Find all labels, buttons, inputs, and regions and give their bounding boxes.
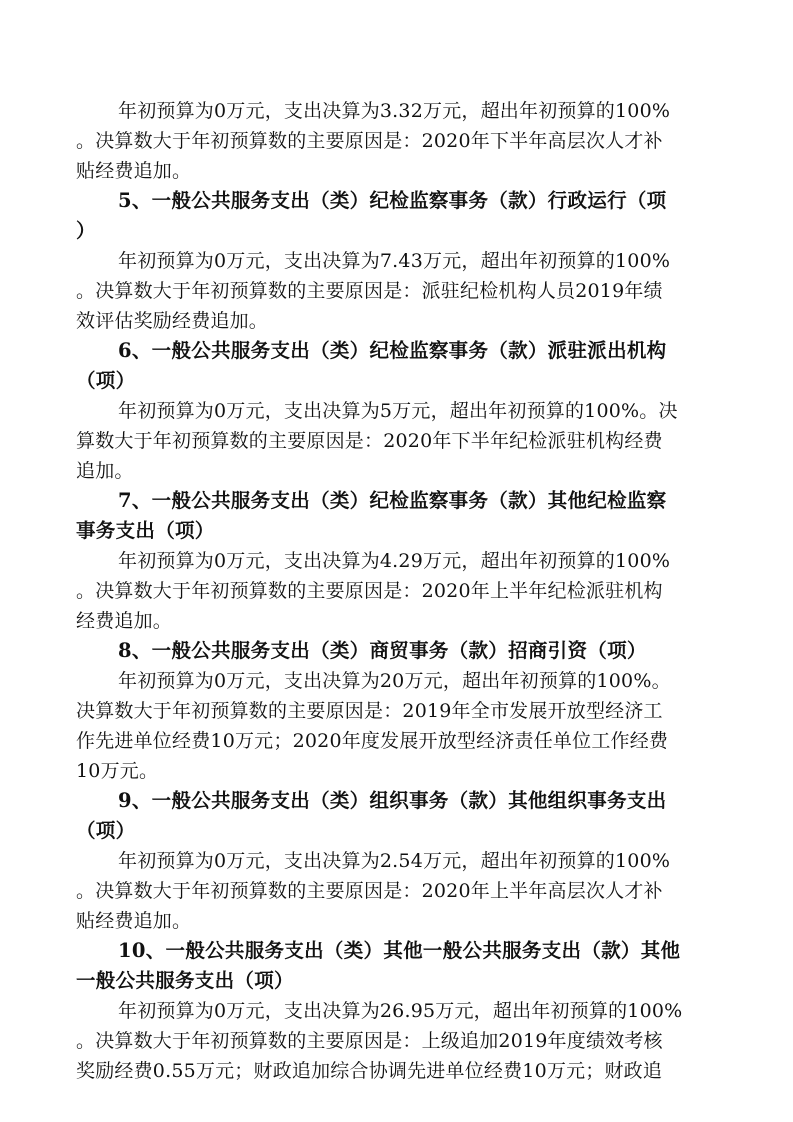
heading-line: 一般公共服务支出（项） [76, 969, 294, 992]
heading-line: （项） [76, 369, 136, 392]
paragraph-line: 作先进单位经费10万元；2020年度发展开放型经济责任单位工作经费 [76, 730, 669, 752]
paragraph-line: 经费追加。 [76, 610, 173, 632]
document-body [76, 96, 712, 1086]
section-heading [76, 336, 712, 396]
paragraph-line: 年初预算为0万元，支出决算为4.29万元，超出年初预算的100% [118, 550, 671, 572]
paragraph [76, 846, 712, 936]
paragraph-line: 年初预算为0万元，支出决算为7.43万元，超出年初预算的100% [118, 250, 671, 272]
paragraph [76, 666, 712, 786]
paragraph-line: 。决算数大于年初预算数的主要原因是：2020年上半年高层次人才补 [76, 880, 663, 902]
paragraph-line: 奖励经费0.55万元；财政追加综合协调先进单位经费10万元；财政追 [76, 1060, 663, 1082]
section-heading [76, 186, 712, 246]
heading-line: 事务支出（项） [76, 519, 215, 542]
paragraph-line: 追加。 [76, 460, 134, 482]
heading-line: 6、一般公共服务支出（类）纪检监察事务（款）派驻派出机构 [118, 339, 667, 362]
paragraph-line: 。决算数大于年初预算数的主要原因是：2020年下半年高层次人才补 [76, 130, 663, 152]
heading-line: （项） [76, 819, 136, 842]
heading-line: 9、一般公共服务支出（类）组织事务（款）其他组织事务支出 [118, 789, 667, 812]
section-heading [76, 786, 712, 846]
paragraph-line: 。决算数大于年初预算数的主要原因是：2020年上半年纪检派驻机构 [76, 580, 663, 602]
paragraph-line: 年初预算为0万元，支出决算为2.54万元，超出年初预算的100% [118, 850, 671, 872]
paragraph-line: 年初预算为0万元，支出决算为5万元，超出年初预算的100%。决 [118, 400, 678, 422]
heading-line: 8、一般公共服务支出（类）商贸事务（款）招商引资（项） [118, 639, 647, 662]
paragraph [76, 996, 712, 1086]
paragraph-line: 。决算数大于年初预算数的主要原因是：上级追加2019年度绩效考核 [76, 1030, 663, 1052]
paragraph-line: 年初预算为0万元，支出决算为3.32万元，超出年初预算的100% [118, 100, 671, 122]
section-heading [76, 936, 712, 996]
heading-line: 10、一般公共服务支出（类）其他一般公共服务支出（款）其他 [118, 939, 681, 962]
section-heading [76, 486, 712, 546]
paragraph-line: 贴经费追加。 [76, 910, 192, 932]
paragraph-line: 算数大于年初预算数的主要原因是：2020年下半年纪检派驻机构经费 [76, 430, 663, 452]
paragraph [76, 246, 712, 336]
heading-line: 5、一般公共服务支出（类）纪检监察事务（款）行政运行（项 [118, 189, 667, 212]
heading-line: 7、一般公共服务支出（类）纪检监察事务（款）其他纪检监察 [118, 489, 667, 512]
paragraph-line: 决算数大于年初预算数的主要原因是：2019年全市发展开放型经济工 [76, 700, 663, 722]
paragraph-line: 贴经费追加。 [76, 160, 192, 182]
section-heading [76, 636, 712, 666]
paragraph [76, 96, 712, 186]
heading-line: ） [76, 219, 96, 242]
paragraph-line: 年初预算为0万元，支出决算为26.95万元，超出年初预算的100% [118, 1000, 683, 1022]
paragraph-line: 。决算数大于年初预算数的主要原因是：派驻纪检机构人员2019年绩 [76, 280, 663, 302]
paragraph-line: 10万元。 [76, 760, 159, 782]
paragraph [76, 396, 712, 486]
paragraph [76, 546, 712, 636]
paragraph-line: 年初预算为0万元，支出决算为20万元，超出年初预算的100%。 [118, 670, 671, 692]
paragraph-line: 效评估奖励经费追加。 [76, 310, 269, 332]
